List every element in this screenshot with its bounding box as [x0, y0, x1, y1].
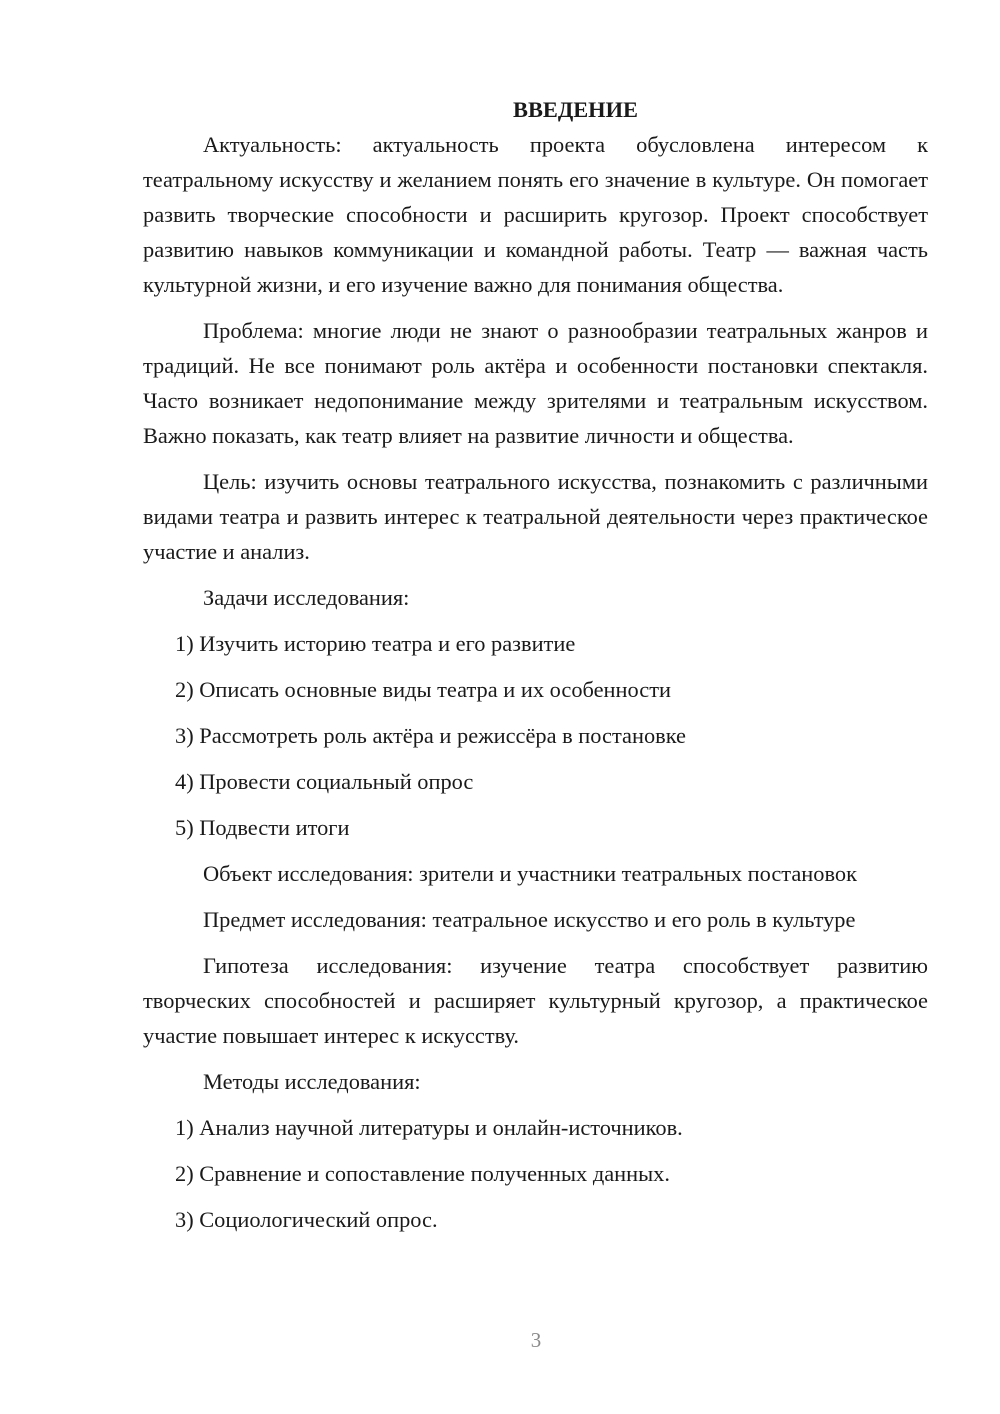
task-item: 4) Провести социальный опрос: [175, 769, 474, 794]
document-page: [143, 92, 928, 1237]
methods-heading: Методы исследования:: [203, 1069, 421, 1094]
method-item: 3) Социологический опрос.: [175, 1207, 438, 1232]
hypothesis-paragraph: Гипотеза исследования: изучение театра способствует развитию творческих способностей и расширяет культурный кругозор, а практическое участие повышает интерес к искусству.: [143, 953, 928, 1048]
goal-paragraph: Цель: изучить основы театрального искусства, познакомить с различными видами театра и развить интерес к театральной деятельности через практическое участие и анализ.: [143, 469, 928, 564]
task-item: 3) Рассмотреть роль актёра и режиссёра в постановке: [175, 723, 686, 748]
research-object: Объект исследования: зрители и участники театральных постановок: [203, 861, 857, 886]
relevance-paragraph: Актуальность: актуальность проекта обусловлена интересом к театральному искусству и желанием понять его значение в культуре. Он помогает развить творческие способности и расширить кругозор. Проект способствует развитию навыков коммуникации и командной работы. Театр — важная часть культурной жизни, и его изучение важно для понимания общества.: [143, 132, 928, 297]
tasks-heading: Задачи исследования:: [203, 585, 410, 610]
problem-paragraph: Проблема: многие люди не знают о разнообразии театральных жанров и традиций. Не все понимают роль актёра и особенности постановки спектакля. Часто возникает недопонимание между зрителями и театральным искусством. Важно показать, как театр влияет на развитие личности и общества.: [143, 318, 928, 448]
task-item: 1) Изучить историю театра и его развитие: [175, 631, 576, 656]
task-item: 2) Описать основные виды театра и их особенности: [175, 677, 671, 702]
page-title: ВВЕДЕНИЕ: [513, 97, 638, 122]
research-subject: Предмет исследования: театральное искусство и его роль в культуре: [203, 907, 856, 932]
method-item: 2) Сравнение и сопоставление полученных данных.: [175, 1161, 670, 1186]
page-number: 3: [530, 1328, 542, 1352]
task-item: 5) Подвести итоги: [175, 815, 350, 840]
method-item: 1) Анализ научной литературы и онлайн-источников.: [175, 1115, 683, 1140]
